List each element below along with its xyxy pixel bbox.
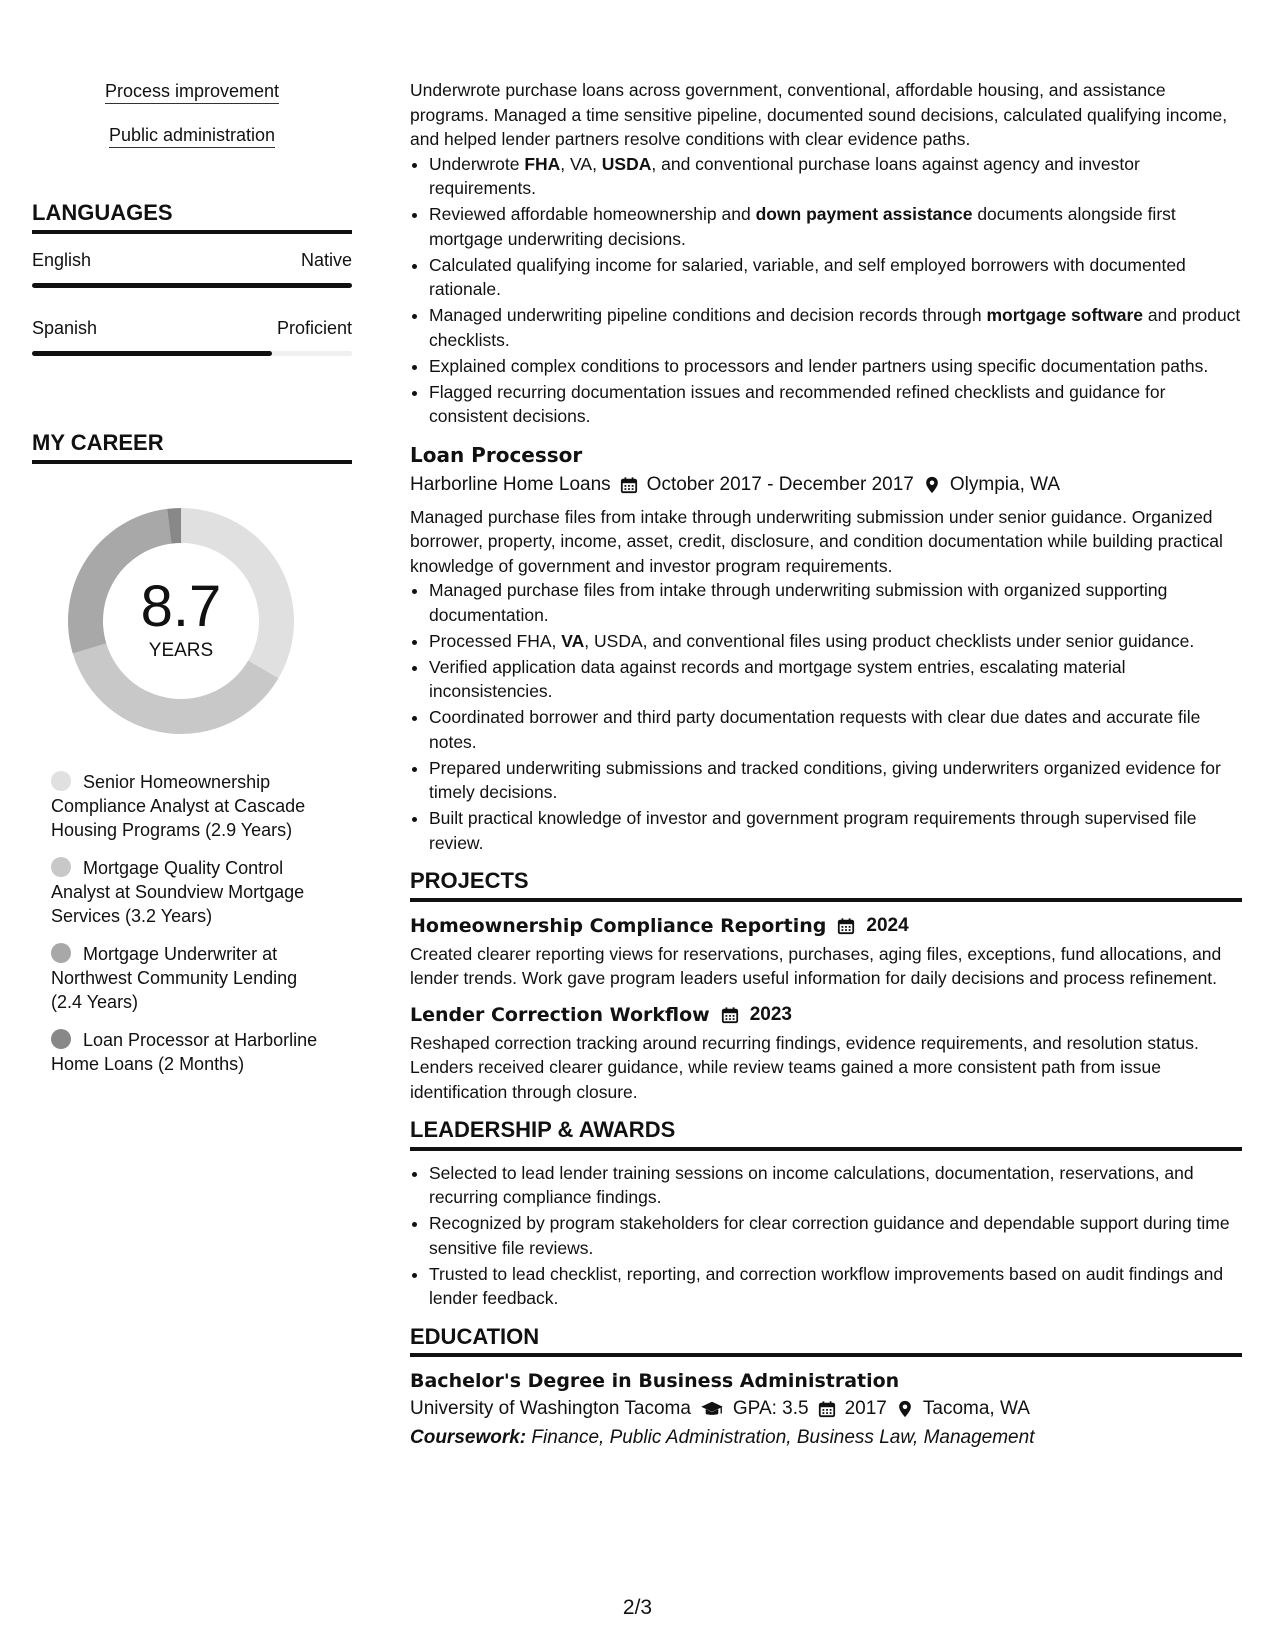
calendar-icon: [619, 475, 639, 495]
education-heading: EDUCATION: [410, 1325, 1242, 1358]
company-name: Harborline Home Loans: [410, 473, 611, 495]
career-legend-item: Mortgage Quality Control Analyst at Soundview Mortgage Services (3.2 Years): [51, 858, 305, 926]
project-description: Reshaped correction tracking around recurring findings, evidence requirements, and resolution status. Lenders received clearer guidance, while review teams gained a more consistent path from issue identification through closure.: [410, 1032, 1199, 1102]
job-bullet: • Explained complex conditions to processors and lender partners using specific documentation paths.: [429, 354, 1242, 379]
language-name: Spanish: [32, 318, 98, 338]
career-legend-item: Mortgage Underwriter at Northwest Community Lending (2.4 Years): [51, 944, 298, 1012]
language-english: [32, 250, 352, 271]
job-title: Loan Processor: [410, 442, 583, 467]
job-location: Olympia, WA: [949, 473, 1061, 495]
legend-dot-icon: [51, 1029, 71, 1049]
career-legend: [51, 770, 331, 1076]
location-pin-icon: [895, 1399, 915, 1419]
language-bar-fill: [32, 351, 272, 356]
leadership-item: • Recognized by program stakeholders for clear correction guidance and dependable support during time sensitive file reviews.: [429, 1211, 1242, 1260]
coursework: Coursework: Finance, Public Administration, Business Law, Management: [410, 1427, 1035, 1448]
calendar-icon: [836, 916, 856, 936]
career-legend-item: Senior Homeownership Compliance Analyst at Cascade Housing Programs (2.9 Years): [51, 772, 306, 840]
job-bullet: • Processed FHA, VA, USDA, and conventional files using product checklists under senior guidance.: [429, 629, 1242, 654]
job-meta: [410, 471, 1242, 499]
job-bullets: [410, 152, 1242, 429]
projects-heading: PROJECTS: [410, 869, 1242, 902]
job-bullet: • Built practical knowledge of investor and government program requirements through supervised file review.: [429, 806, 1242, 855]
career-heading: MY CAREER: [32, 430, 352, 464]
leadership-list: [410, 1161, 1242, 1311]
leadership-item: • Trusted to lead checklist, reporting, and correction workflow improvements based on audit findings and lender feedback.: [429, 1262, 1242, 1311]
legend-dot-icon: [51, 943, 71, 963]
language-spanish-bar: [32, 351, 352, 356]
skill-public-administration[interactable]: Public administration: [32, 124, 352, 148]
skill-process-improvement[interactable]: Process improvement: [32, 80, 352, 104]
school-name: University of Washington Tacoma: [410, 1398, 691, 1419]
education-meta: [410, 1395, 1242, 1423]
leadership-item: • Selected to lead lender training sessions on income calculations, documentation, reservations, and recurring compliance findings.: [429, 1161, 1242, 1210]
job-bullet: • Managed purchase files from intake through underwriting submission with organized supporting documentation.: [429, 578, 1242, 627]
career-total-unit: YEARS: [148, 640, 214, 661]
degree-title: Bachelor's Degree in Business Administration: [410, 1370, 900, 1392]
calendar-icon: [720, 1005, 740, 1025]
job-bullet: • Prepared underwriting submissions and tracked conditions, giving underwriters organized evidence for timely decisions.: [429, 756, 1242, 805]
job-dates: October 2017 - December 2017: [646, 473, 914, 495]
page-number: 2/3: [622, 1596, 653, 1619]
language-english-bar: [32, 283, 352, 288]
main-content: [410, 78, 1242, 1453]
job-bullet: • Verified application data against records and mortgage system entries, escalating material inconsistencies.: [429, 655, 1242, 704]
career-total-years: 8.7: [140, 574, 222, 639]
project-title: Homeownership Compliance Reporting 2024: [410, 912, 1242, 940]
language-name: English: [32, 250, 92, 270]
job-bullet: • Reviewed affordable homeownership and down payment assistance documents alongside first mortgage underwriting decisions.: [429, 202, 1242, 251]
language-spanish: [32, 318, 352, 339]
gpa: GPA: 3.5: [732, 1398, 809, 1419]
project-year: 2024: [866, 914, 909, 936]
job-bullet: • Coordinated borrower and third party documentation requests with clear due dates and accurate file notes.: [429, 705, 1242, 754]
job-bullet: • Calculated qualifying income for salaried, variable, and self employed borrowers with documented rationale.: [429, 253, 1242, 302]
donut-center: [66, 574, 296, 662]
calendar-icon: [817, 1399, 837, 1419]
language-bar-fill: [32, 283, 352, 288]
job-summary: Managed purchase files from intake through underwriting submission under senior guidance. Organized borrower, property, income, asset, credit, disclosure, and condition documentation while building practical knowledge of government and investor program requirements.: [410, 506, 1223, 576]
job-bullets: [410, 578, 1242, 855]
job-bullet: • Managed underwriting pipeline conditions and decision records through mortgage software and product checklists.: [429, 303, 1242, 352]
career-donut-chart: [66, 506, 296, 736]
leadership-heading: LEADERSHIP & AWARDS: [410, 1118, 1242, 1151]
language-level: Native: [300, 250, 352, 270]
location-pin-icon: [922, 475, 942, 495]
legend-dot-icon: [51, 857, 71, 877]
job-bullet: • Underwrote FHA, VA, USDA, and conventional purchase loans against agency and investor requirements.: [429, 152, 1242, 201]
graduation-year: 2017: [844, 1398, 887, 1419]
graduation-cap-icon: [699, 1399, 725, 1419]
sidebar: [32, 80, 352, 1090]
project-description: Created clearer reporting views for reservations, purchases, aging files, exceptions, fund allocations, and lender trends. Work gave program leaders useful information for daily decisions and process refinement.: [410, 943, 1222, 988]
school-location: Tacoma, WA: [922, 1398, 1030, 1419]
project-year: 2023: [749, 1003, 792, 1025]
language-level: Proficient: [276, 318, 352, 338]
project-title: Lender Correction Workflow 2023: [410, 1001, 1242, 1029]
languages-heading: LANGUAGES: [32, 200, 352, 234]
legend-dot-icon: [51, 771, 71, 791]
career-legend-item: Loan Processor at Harborline Home Loans (2 Months): [51, 1030, 318, 1074]
job-bullet: • Flagged recurring documentation issues and recommended refined checklists and guidance for consistent decisions.: [429, 380, 1242, 429]
job-summary: Underwrote purchase loans across government, conventional, affordable housing, and assistance programs. Managed a time sensitive pipeline, documented sound decisions, calculated qualifying income, and helped lender partners resolve conditions with clear evidence paths.: [410, 80, 1228, 149]
